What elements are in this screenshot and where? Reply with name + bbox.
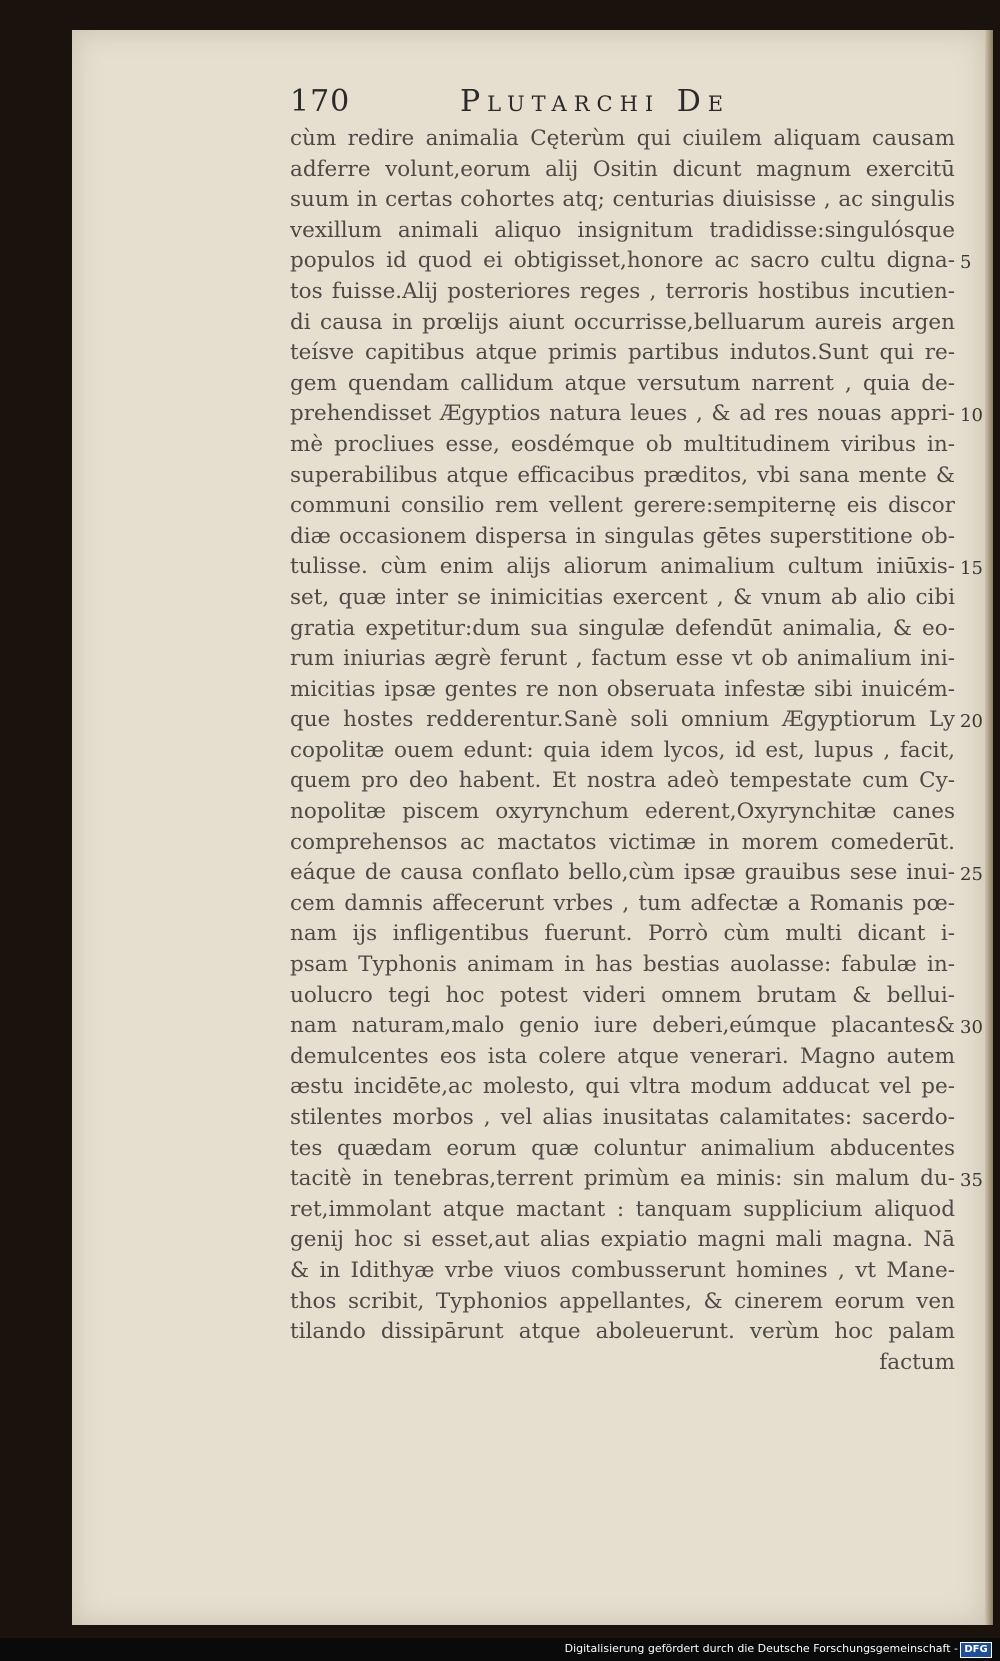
text-line: populos id quod ei obtigisset,honore ac sacro cultu digna-	[290, 248, 955, 274]
margin-line-number: 20	[960, 711, 983, 733]
text-line: adferre volunt,eorum alij Ositin dicunt magnum exercitū	[290, 156, 955, 182]
dfg-logo: DFG	[960, 1642, 992, 1658]
text-line: genij hoc si esset,aut alias expiatio magni mali magna. Nā	[290, 1227, 955, 1253]
text-line: tilando dissipārunt atque aboleuerunt. verùm hoc palam	[290, 1319, 955, 1345]
text-line: diæ occasionem dispersa in singulas gētes superstitione ob-	[290, 523, 955, 549]
text-line: demulcentes eos ista colere atque venerari. Magno autem	[290, 1043, 955, 1069]
text-line: nam naturam,malo genio iure deberi,eúmque placantes&	[290, 1013, 955, 1039]
catchword: factum	[879, 1349, 955, 1375]
text-line: æstu incidēte,ac molesto, qui vltra modum adducat vel pe-	[290, 1074, 955, 1100]
margin-line-number: 30	[960, 1017, 983, 1039]
text-line: copolitæ ouem edunt: quia idem lycos, id est, lupus , facit,	[290, 737, 955, 763]
text-line: stilentes morbos , vel alias inusitatas calamitates: sacerdo-	[290, 1105, 955, 1130]
text-line: prehendisset Ægyptios natura leues , & ad res nouas appri-	[290, 401, 955, 427]
margin-line-number: 35	[960, 1170, 983, 1192]
text-line: communi consilio rem vellent gerere:sempiternę eis discor	[290, 493, 955, 519]
text-line: mè procliues esse, eosdémque ob multitudinem viribus in-	[290, 431, 955, 457]
text-line: nam ijs infligentibus fuerunt. Porrò cùm multi dicant i-	[290, 921, 955, 947]
margin-line-number: 5	[960, 252, 972, 274]
text-line: gem quendam callidum atque versutum narrent , quia de-	[290, 370, 955, 396]
text-line: set, quæ inter se inimicitias exercent , & vnum ab alio cibi	[290, 584, 955, 610]
text-line: suum in certas cohortes atq; centurias diuisisse , ac singulis	[290, 187, 955, 213]
text-line: gratia expetitur:dum sua singulæ defendūt animalia, & eo-	[290, 615, 955, 641]
page-edge	[985, 30, 993, 1625]
text-line: & in Idithyæ vrbe viuos combusserunt homines , vt Mane-	[290, 1257, 955, 1283]
text-line: cem damnis affecerunt vrbes , tum adfectæ a Romanis pœ-	[290, 890, 955, 916]
body-text	[290, 124, 955, 1378]
margin-line-number: 25	[960, 864, 983, 886]
text-line: micitias ipsæ gentes re non obseruata infestæ sibi inuicém-	[290, 676, 955, 702]
text-line: eáque de causa conflato bello,cùm ipsæ grauibus sese inui-	[290, 860, 955, 886]
text-line: di causa in prœlijs aiunt occurrisse,belluarum aureis argen	[290, 309, 955, 335]
text-line: que hostes redderentur.Sanè soli omnium Ægyptiorum Ly	[290, 707, 955, 733]
running-title: Plutarchi De	[460, 84, 731, 119]
text-line: superabilibus atque efficacibus præditos, vbi sana mente &	[290, 462, 955, 488]
footer-credit: Digitalisierung gefördert durch die Deutsche Forschungsgemeinschaft -	[564, 1642, 958, 1655]
text-line: tes quædam eorum quæ coluntur animalium abducentes	[290, 1135, 955, 1161]
margin-line-number: 10	[960, 405, 983, 427]
text-line: teísve capitibus atque primis partibus indutos.Sunt qui re-	[290, 340, 955, 366]
text-line: quem pro deo habent. Et nostra adeò tempestate cum Cy-	[290, 768, 955, 794]
text-line: vexillum animali aliquo insignitum tradidisse:singulósque	[290, 217, 955, 243]
text-line: cùm redire animalia Cęterùm qui ciuilem aliquam causam	[290, 126, 955, 151]
text-line: ret,immolant atque mactant : tanquam supplicium aliquod	[290, 1196, 955, 1222]
text-line: comprehensos ac mactatos victimæ in morem comederūt.	[290, 829, 955, 855]
text-line: nopolitæ piscem oxyrynchum ederent,Oxyrynchitæ canes	[290, 799, 955, 825]
text-line: psam Typhonis animam in has bestias auolasse: fabulæ in-	[290, 952, 955, 978]
footer-bar	[0, 1638, 1000, 1661]
text-line: tos fuisse.Alij posteriores reges , terroris hostibus incutien-	[290, 278, 955, 304]
text-line: tacitè in tenebras,terrent primùm ea minis: sin malum du-	[290, 1166, 955, 1192]
margin-line-number: 15	[960, 558, 983, 580]
page-number: 170	[290, 84, 351, 119]
text-line: thos scribit, Typhonios appellantes, & cinerem eorum ven	[290, 1288, 955, 1314]
text-line: rum iniurias ægrè ferunt , factum esse vt ob animalium ini-	[290, 646, 955, 672]
running-head	[290, 84, 810, 124]
text-line: uolucro tegi hoc potest videri omnem brutam & bellui-	[290, 982, 955, 1008]
text-line: tulisse. cùm enim alijs aliorum animalium cultum iniūxis-	[290, 554, 955, 580]
